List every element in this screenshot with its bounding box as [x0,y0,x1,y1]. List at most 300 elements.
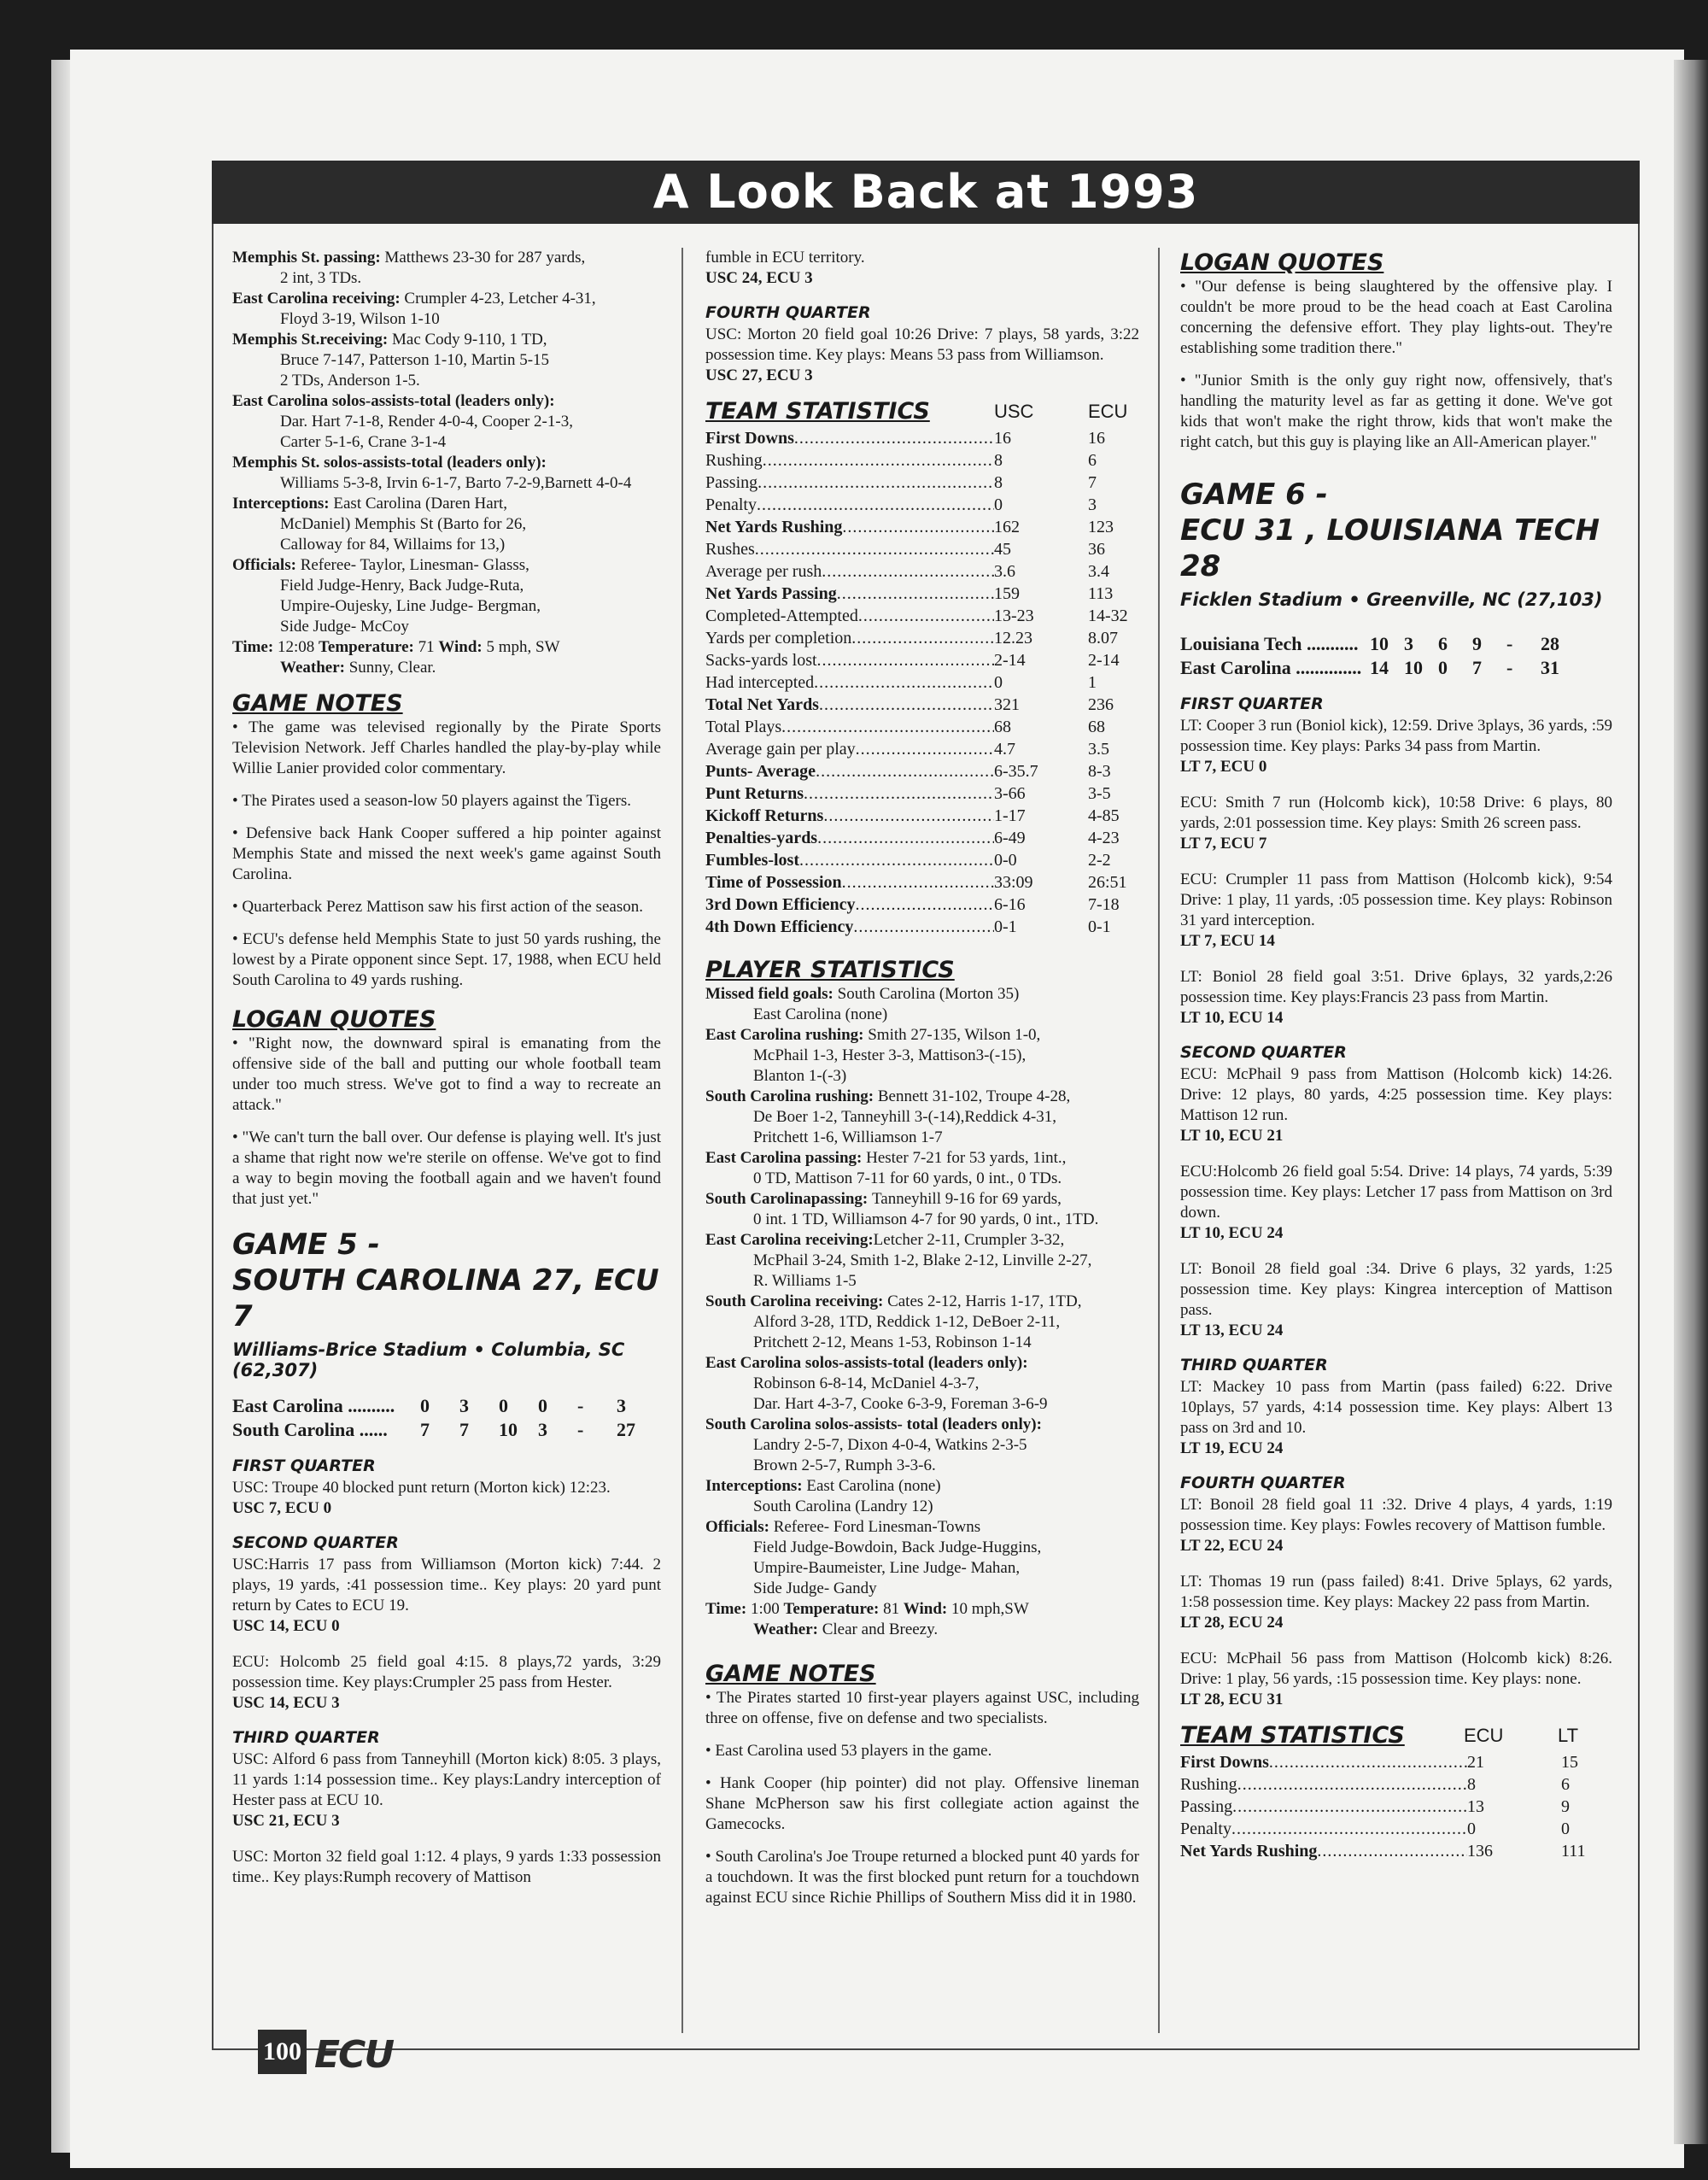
stat-value: 113 [1088,584,1114,603]
stat-name: 4th Down Efficiency [705,917,854,936]
stat-line [705,1148,1139,1169]
team-stats-heading: TEAM STATISTICS [1180,1722,1405,1749]
stat-line [705,1538,1139,1558]
stat-value: 2-14 [1088,651,1120,670]
quarter-heading: FOURTH QUARTER [705,303,871,322]
team-name: Louisiana Tech ........... [1180,633,1359,654]
play-description: USC: Troupe 40 blocked punt return (Morton kick) 12:23. [232,1479,611,1497]
stat-line [705,1025,1139,1046]
stat-line [232,555,661,576]
game6-heading [1180,477,1612,584]
quarter-score: 14 [1370,657,1389,678]
play-description: LT: Boniol 28 field goal 3:51. Drive 6plays, 32 yards,2:26 possession time. Key plays:Francis 23 pass from Martin. [1180,968,1612,1006]
stat-line [705,1107,1139,1128]
stat-name: Rushing [705,451,763,470]
stat-label: Memphis St. passing: [232,249,385,267]
stat-line [232,596,661,617]
note-paragraph: • "Junior Smith is the only guy right now, offensively, that's handling the maturity level as far as getting it done. We've got kids that won't make the right throw, kids that won't make the right catch, but this guy is playing like an All-American player." [1180,372,1612,451]
stat-label: East Carolina receiving: [705,1231,874,1249]
stat-line [705,1210,1139,1230]
stat-name: Net Yards Rushing [705,518,843,536]
quarter-score: 3 [617,1395,626,1416]
leader-dots [856,738,994,760]
leader-dots [842,516,994,538]
score-line [1180,1321,1612,1341]
stat-line [705,1558,1139,1579]
quarter-score: 27 [617,1419,635,1440]
stat-text: R. Williams 1-5 [753,1272,857,1290]
stat-label: Time: [705,1600,751,1618]
stat-text: Field Judge-Henry, Back Judge-Ruta, [280,577,524,595]
score-line [232,1693,661,1714]
score-text: LT 7, ECU 7 [1180,835,1267,853]
leader-dots [1237,1773,1467,1796]
stat-value: 7-18 [1088,895,1120,914]
stat-text: 12:08 [277,638,319,656]
score-line [1180,757,1612,777]
score-row [1180,632,1612,656]
game5-heading [232,1227,661,1334]
stat-text: Williams 5-3-8, Irvin 6-1-7, Barto 7-2-9,Barnett 4-0-4 [280,474,632,492]
stat-label: South Carolinapassing: [705,1190,872,1208]
note-paragraph: • Defensive back Hank Cooper suffered a hip pointer against Memphis State and missed the next week's game against South Carolina. [232,824,661,883]
leader-dots [757,494,994,516]
stat-name: Fumbles-lost [705,851,799,870]
stat-name: Time of Possession [705,873,842,892]
play-description: LT: Mackey 10 pass from Martin (pass failed) 6:22. Drive 10plays, 57 yards, 4:14 possession time. Key plays: Albert 13 pass on 3rd and 10. [1180,1378,1612,1437]
stat-label: Interceptions: [232,495,334,513]
stat-text: Side Judge- McCoy [280,618,409,636]
play-description: LT: Bonoil 28 field goal 11 :32. Drive 4 plays, 4 yards, 1:19 possession time. Key plays: Fowles recovery of Mattison fumble. [1180,1496,1612,1534]
leader-dots [757,472,994,494]
stat-label: Wind: [438,638,487,656]
stat-text: McDaniel) Memphis St (Barto for 26, [280,515,527,533]
score-text: USC 14, ECU 0 [232,1617,340,1635]
score-text: LT 10, ECU 14 [1180,1009,1284,1027]
stat-value: 12.23 [994,629,1032,648]
stat-row [705,583,1139,605]
stat-name: First Downs [705,429,794,448]
game6-scoring-summary [1180,694,1612,1710]
stat-row [705,738,1139,760]
banner-title: A Look Back at 1993 [212,161,1640,224]
stat-text: Crumpler 4-23, Letcher 4-31, [404,290,596,308]
stat-value: 6 [1088,451,1097,470]
stat-label: Missed field goals: [705,985,838,1003]
leader-dots [755,538,994,560]
play-description: USC:Harris 17 pass from Williamson (Morton kick) 7:44. 2 plays, 19 yards, :41 possession time.. Key plays: 20 yard punt return by Cates to ECU 19. [232,1556,661,1614]
stat-row [1180,1773,1612,1796]
column-1 [232,248,661,1888]
score-line [1180,1690,1612,1710]
stat-line [705,1005,1139,1025]
logan-quotes-heading: LOGAN QUOTES [232,1006,436,1033]
quarter-heading: THIRD QUARTER [232,1728,380,1747]
game5-scoreboard [232,1394,661,1442]
game5-title-line1: GAME 5 - [232,1228,380,1262]
stat-text: South Carolina (Morton 35) [837,985,1020,1003]
stat-text: Clear and Breezy. [822,1620,939,1638]
team-name: East Carolina .......... [232,1395,395,1416]
stat-text: McPhail 1-3, Hester 3-3, Mattison3-(-15), [753,1046,1027,1064]
play-description: LT: Bonoil 28 field goal :34. Drive 6 plays, 32 yards, 1:25 possession time. Key plays: Kingrea interception of Mattison pass. [1180,1260,1612,1319]
stat-name: Completed-Attempted [705,607,858,625]
stat-name: Passing [705,473,758,492]
score-line [1180,1223,1612,1244]
stat-row [705,516,1139,538]
stat-text: Umpire-Baumeister, Line Judge- Mahan, [753,1559,1021,1577]
stat-value: 3.5 [1088,740,1109,759]
stat-text: Umpire-Oujesky, Line Judge- Bergman, [280,597,541,615]
stat-line [705,1620,1139,1640]
leader-dots [799,849,994,871]
team-stats-col1: USC [994,401,1034,422]
stat-row [705,649,1139,671]
stat-name: Punt Returns [705,784,804,803]
stat-value: 6 [1561,1775,1570,1794]
stat-text: Robinson 6-8-14, McDaniel 4-3-7, [753,1374,980,1392]
stat-value: 0 [1467,1820,1476,1838]
note-paragraph: • The Pirates used a season-low 50 players against the Tigers. [232,792,631,810]
score-text: LT 7, ECU 0 [1180,758,1267,776]
score-line: USC 27, ECU 3 [705,366,813,384]
stat-text: Bruce 7-147, Patterson 1-10, Martin 5-15 [280,351,550,369]
quarter-score: - [1506,657,1513,678]
stat-label: East Carolina solos-assists-total (leaders only): [705,1354,1028,1372]
stat-name: Net Yards Passing [705,584,837,603]
stat-label: Temperature: [783,1600,884,1618]
team-stats-table [1180,1751,1612,1862]
stat-line [232,658,661,678]
stat-line [705,1394,1139,1415]
stat-text: East Carolina (Daren Hart, [333,495,508,513]
stat-value: 7 [1088,473,1097,492]
note-paragraph: • "Our defense is being slaughtered by the offensive play. I couldn't be more proud to be the head coach at East Carolina concerning the defensive effort. They play lights-out. They're establishing some tradition there." [1180,278,1612,357]
note-paragraph: • "Right now, the downward spiral is emanating from the offensive side of the ball and putting our whole football team under too much stress. We've got to find a way to recreate an attack." [232,1034,661,1114]
stat-row [705,894,1139,916]
note-paragraph: • "We can't turn the ball over. Our defense is playing well. It's just a shame that right now we're sterile on offense. We've got to find a way to begin moving the football again and we haven't found that just yet." [232,1128,661,1208]
stat-value: 8 [1467,1775,1476,1794]
stat-row [705,827,1139,849]
stat-label: Officials: [232,556,301,574]
leader-dots [822,560,994,583]
player-stats-heading: PLAYER STATISTICS [705,957,955,983]
stat-value: 0-1 [1088,917,1111,936]
game6-venue: Ficklen Stadium • Greenville, NC (27,103) [1180,589,1603,610]
play-description: ECU: Crumpler 11 pass from Mattison (Holcomb kick), 9:54 Drive: 1 play, 11 yards, :05 possession time. Key plays: Robinson 31 yard interception. [1180,870,1612,929]
leader-dots [819,694,994,716]
note-paragraph: • The Pirates started 10 first-year players against USC, including three on offense, five on defense and two specialists. [705,1689,1139,1727]
stat-line [705,1517,1139,1538]
leader-dots [842,871,994,894]
score-row [232,1418,661,1442]
stat-text: Calloway for 84, Willaims for 13,) [280,536,506,554]
stat-text: Matthews 23-30 for 287 yards, [384,249,586,267]
stat-value: 6-35.7 [994,762,1038,781]
stat-row [705,916,1139,938]
stat-label: South Carolina solos-assists- total (leaders only): [705,1415,1042,1433]
play-description: ECU: Holcomb 25 field goal 4:15. 8 plays,72 yards, 3:29 possession time. Key plays:Crumpler 25 pass from Hester. [232,1653,661,1691]
stat-value: 4.7 [994,740,1015,759]
logan-quotes [1180,277,1612,453]
stat-row [705,427,1139,449]
stat-value: 8 [994,451,1003,470]
stat-value: 68 [994,718,1011,736]
stat-line [705,1456,1139,1476]
score-text: USC 7, ECU 0 [232,1499,332,1517]
leader-dots [814,671,994,694]
score-text: LT 7, ECU 14 [1180,932,1275,950]
team-stats-header [705,398,1139,425]
quarter-score: 3 [459,1395,469,1416]
game5-title-line2: SOUTH CAROLINA 27, ECU 7 [232,1263,659,1333]
stat-line [232,371,661,391]
game-notes [232,718,661,991]
stat-value: 6-16 [994,895,1026,914]
leader-dots [817,827,994,849]
stat-value: 1-17 [994,806,1026,825]
stat-value: 13 [1467,1797,1484,1816]
stat-line [232,617,661,637]
score-line [1180,834,1612,854]
stat-value: 21 [1467,1753,1484,1772]
stat-name: Rushes [705,540,755,559]
stat-text: De Boer 1-2, Tanneyhill 3-(-14),Reddick 4-31, [753,1108,1057,1126]
stat-label: Memphis St. solos-assists-total (leaders only): [232,454,547,472]
stat-label: East Carolina receiving: [232,290,405,308]
stat-line [705,1415,1139,1435]
quarter-heading: SECOND QUARTER [232,1533,399,1552]
stat-value: 236 [1088,695,1114,714]
quarter-score: 6 [1438,633,1448,654]
leader-dots [853,916,994,938]
stat-name: 3rd Down Efficiency [705,895,856,914]
game6-title-line2: ECU 31 , LOUISIANA TECH 28 [1180,513,1600,583]
score-text: LT 13, ECU 24 [1180,1321,1284,1339]
stat-text: 2 int, 3 TDs. [280,269,362,287]
note-paragraph: • East Carolina used 53 players in the game. [705,1742,992,1760]
team-stats-table [705,427,1139,938]
stat-row [705,671,1139,694]
stat-name: Had intercepted [705,673,815,692]
stat-line [232,391,661,412]
score-line: USC 24, ECU 3 [705,269,813,287]
team-stats-col2: LT [1558,1725,1579,1746]
play-description: USC: Morton 20 field goal 10:26 Drive: 7 plays, 58 yards, 3:22 possession time. Key plays: Means 53 pass from Williamson. [705,325,1139,364]
stat-value: 162 [994,518,1020,536]
score-line [1180,1439,1612,1459]
stat-value: 159 [994,584,1020,603]
stat-line [232,576,661,596]
quarter-score: 3 [1404,633,1413,654]
stat-value: 8-3 [1088,762,1111,781]
stat-line [705,1497,1139,1517]
game-notes [705,1688,1139,1908]
stat-line [232,494,661,514]
stat-label: Memphis St.receiving: [232,331,392,349]
leader-dots [856,894,994,916]
stat-text: 10 mph,SW [951,1600,1029,1618]
game5-venue: Williams-Brice Stadium • Columbia, SC (62,307) [232,1339,625,1380]
play-description: LT: Thomas 19 run (pass failed) 8:41. Drive 5plays, 62 yards, 1:58 possession time. Key plays: Mackey 22 pass from Martin. [1180,1573,1612,1611]
quarter-score: 0 [1438,657,1448,678]
play-description: ECU: McPhail 9 pass from Mattison (Holcomb kick) 14:26. Drive: 12 plays, 80 yards, 4:25 possession time. Key plays: Mattison 12 run. [1180,1065,1612,1124]
score-text: LT 22, ECU 24 [1180,1537,1284,1555]
stat-value: 111 [1561,1842,1586,1861]
stat-line [232,268,661,289]
stat-row [705,782,1139,805]
stat-text: Dar. Hart 4-3-7, Cooke 6-3-9, Foreman 3-6-9 [753,1395,1048,1413]
stat-value: 4-23 [1088,829,1120,847]
stat-line [232,289,661,309]
stat-line [232,514,661,535]
quarter-heading: FIRST QUARTER [1180,694,1324,713]
stat-text: Letcher 2-11, Crumpler 3-32, [873,1231,1065,1249]
quarter-heading: FIRST QUARTER [232,1456,376,1475]
quarter-score: 0 [499,1395,508,1416]
column-divider [681,248,683,2033]
stat-line [705,1251,1139,1271]
stat-text: Field Judge-Bowdoin, Back Judge-Huggins, [753,1538,1042,1556]
stat-value: 9 [1561,1797,1570,1816]
leader-dots [804,782,994,805]
note-paragraph: • ECU's defense held Memphis State to just 50 yards rushing, the lowest by a Pirate opponent since Sept. 17, 1988, when ECU held South Carolina to 49 yards rushing. [232,930,661,989]
stat-value: 0-1 [994,917,1017,936]
stat-row [705,805,1139,827]
leader-dots [763,449,994,472]
stat-name: Net Yards Rushing [1180,1842,1318,1861]
play-description: LT: Cooper 3 run (Boniol kick), 12:59. Drive 3plays, 36 yards, :59 possession time. Key plays: Parks 34 pass from Martin. [1180,717,1612,755]
stat-name: Rushing [1180,1775,1237,1794]
team-name: South Carolina ...... [232,1419,388,1440]
quarter-score: 10 [1404,657,1423,678]
stat-text: Tanneyhill 9-16 for 69 yards, [872,1190,1062,1208]
team-name: East Carolina .............. [1180,657,1362,678]
stat-row [705,605,1139,627]
leader-dots [794,427,994,449]
score-text: LT 10, ECU 24 [1180,1224,1284,1242]
stat-text: 1:00 [750,1600,784,1618]
leader-dots [817,649,994,671]
stat-value: 16 [1088,429,1105,448]
stat-name: First Downs [1180,1753,1269,1772]
score-text: USC 14, ECU 3 [232,1694,340,1712]
stat-value: 15 [1561,1753,1578,1772]
play-description: ECU: Smith 7 run (Holcomb kick), 10:58 Drive: 6 plays, 80 yards, 2:01 possession time. Key plays: Smith 26 screen pass. [1180,794,1612,832]
stat-name: Sacks-yards lost [705,651,817,670]
stat-text: East Carolina (none) [806,1477,941,1495]
stat-line [232,432,661,453]
stat-name: Average per rush [705,562,822,581]
memphis-game-summary [232,248,661,678]
stat-row [705,871,1139,894]
stat-value: 321 [994,695,1020,714]
stat-value: 4-85 [1088,806,1120,825]
stat-row [705,627,1139,649]
leader-dots [837,583,994,605]
quarter-score: 3 [538,1419,547,1440]
score-line [1180,1613,1612,1633]
stat-line [705,1169,1139,1189]
stat-row [1180,1796,1612,1818]
logan-quotes-heading: LOGAN QUOTES [1180,249,1384,276]
stat-value: 6-49 [994,829,1026,847]
page-footer [258,2030,420,2077]
stat-value: 13-23 [994,607,1034,625]
leader-dots [851,627,994,649]
stat-text: South Carolina (Landry 12) [753,1497,933,1515]
stat-label: Officials: [705,1518,774,1536]
quarter-score: 10 [499,1419,518,1440]
stat-text: Floyd 3-19, Wilson 1-10 [280,310,440,328]
stat-label: Temperature: [318,638,418,656]
stat-value: 2-14 [994,651,1026,670]
logan-quotes [232,1034,661,1210]
leader-dots [781,716,994,738]
quarter-score: 10 [1370,633,1389,654]
stat-value: 2-2 [1088,851,1111,870]
stat-text: Brown 2-5-7, Rumph 3-3-6. [753,1456,936,1474]
stat-text: 0 TD, Mattison 7-11 for 60 yards, 0 int., 0 TDs. [753,1169,1062,1187]
stat-text: Bennett 31-102, Troupe 4-28, [877,1087,1071,1105]
stat-text: 2 TDs, Anderson 1-5. [280,372,420,390]
leader-dots [816,760,994,782]
stat-name: Total Plays [705,718,782,736]
stat-text: 81 [883,1600,904,1618]
stat-line [705,1579,1139,1599]
leader-dots [1232,1796,1467,1818]
column-divider [1158,248,1160,2033]
leader-dots [1231,1818,1467,1840]
game5-scoring-summary [232,1456,661,1888]
quarter-score: 7 [1472,657,1482,678]
game-notes-heading: GAME NOTES [705,1661,876,1687]
stat-name: Average gain per play [705,740,856,759]
stat-line [705,1271,1139,1292]
stat-line [705,1292,1139,1312]
stat-value: 0 [994,673,1003,692]
column-2 [705,248,1139,1908]
stat-row [705,494,1139,516]
stat-line [232,350,661,371]
stat-text: Smith 27-135, Wilson 1-0, [868,1026,1041,1044]
stat-text: Landry 2-5-7, Dixon 4-0-4, Watkins 2-3-5 [753,1436,1027,1454]
stat-line [232,309,661,330]
game-notes-heading: GAME NOTES [232,690,403,717]
stat-value: 33:09 [994,873,1033,892]
stat-value: 8.07 [1088,629,1118,648]
stat-row [705,449,1139,472]
stat-value: 0-0 [994,851,1017,870]
score-text: LT 28, ECU 31 [1180,1691,1284,1708]
stat-text: 5 mph, SW [486,638,560,656]
stat-line [232,248,661,268]
stat-value: 1 [1088,673,1097,692]
score-line [1180,1536,1612,1556]
quarter-heading: THIRD QUARTER [1180,1356,1328,1374]
stat-value: 3-66 [994,784,1026,803]
stat-name: Yards per completion [705,629,852,648]
leader-dots [823,805,994,827]
stat-row [705,472,1139,494]
score-line [232,1498,661,1519]
stat-value: 8 [994,473,1003,492]
stat-value: 136 [1467,1842,1493,1861]
column-3 [1180,248,1612,1862]
stat-text: Pritchett 1-6, Williamson 1-7 [753,1128,943,1146]
stat-row [1180,1840,1612,1862]
team-stats-col1: ECU [1464,1725,1504,1746]
